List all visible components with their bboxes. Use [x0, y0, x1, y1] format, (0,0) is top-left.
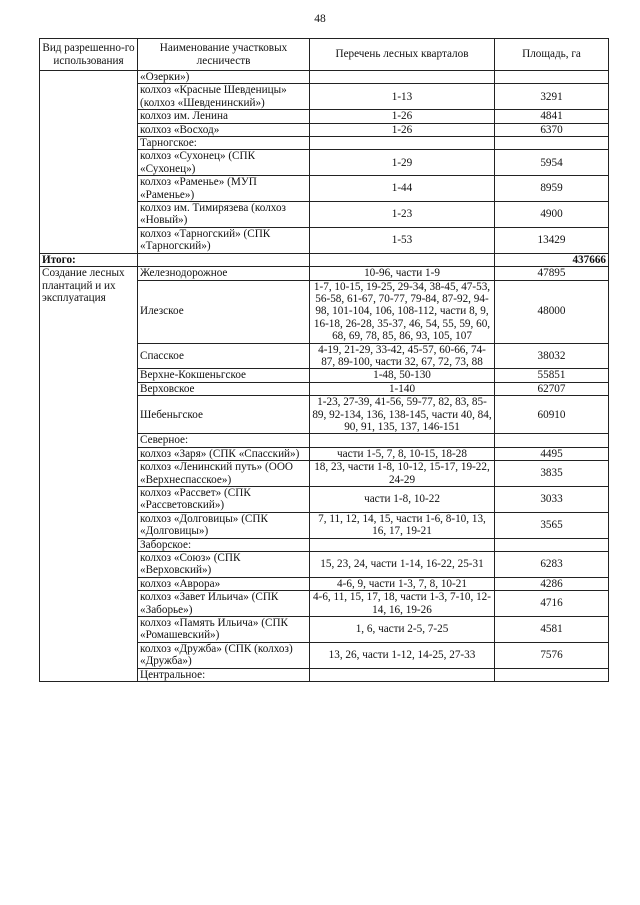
forestry-name: Шебеньгское	[138, 396, 310, 434]
forestry-name: колхоз «Заря» (СПК «Спасский»)	[138, 447, 310, 460]
area-cell: 7576	[495, 642, 609, 668]
quarters-cell: 10-96, части 1-9	[310, 267, 495, 280]
forestry-name: Верховское	[138, 382, 310, 395]
area-cell	[495, 71, 609, 84]
area-cell: 3033	[495, 487, 609, 513]
page-number: 48	[314, 13, 326, 25]
area-cell: 47895	[495, 267, 609, 280]
forestry-name: колхоз «Память Ильича» (СПК «Ромашевский»)	[138, 617, 310, 643]
forestry-name: Тарногское:	[138, 137, 310, 150]
forestry-name: колхоз «Аврора»	[138, 577, 310, 590]
header-quarters: Перечень лесных кварталов	[310, 39, 495, 71]
quarters-cell: 1-26	[310, 110, 495, 123]
table-row	[40, 267, 609, 280]
forestry-name: колхоз «Сухонец» (СПК «Сухонец»)	[138, 150, 310, 176]
quarters-cell: 1-48, 50-130	[310, 369, 495, 382]
quarters-cell: 1-13	[310, 84, 495, 110]
area-cell: 4495	[495, 447, 609, 460]
quarters-cell	[310, 71, 495, 84]
area-cell: 5954	[495, 150, 609, 176]
area-cell: 13429	[495, 227, 609, 253]
header-forestry: Наименование участковых лесничеств	[138, 39, 310, 71]
quarters-cell: 1-140	[310, 382, 495, 395]
forestry-name: Центральное:	[138, 668, 310, 681]
forestry-name: колхоз «Восход»	[138, 123, 310, 136]
area-cell: 4841	[495, 110, 609, 123]
quarters-cell	[310, 137, 495, 150]
area-cell: 48000	[495, 280, 609, 343]
area-cell: 55851	[495, 369, 609, 382]
forest-table	[39, 38, 609, 682]
area-cell: 6283	[495, 552, 609, 578]
forestry-name: «Озерки»)	[138, 71, 310, 84]
quarters-cell: 4-6, 9, части 1-3, 7, 8, 10-21	[310, 577, 495, 590]
quarters-cell: 1-26	[310, 123, 495, 136]
quarters-cell: 18, 23, части 1-8, 10-12, 15-17, 19-22, 24-29	[310, 461, 495, 487]
use-cell-continued	[40, 71, 138, 254]
quarters-cell: 1-29	[310, 150, 495, 176]
forestry-name: колхоз им. Ленина	[138, 110, 310, 123]
forestry-name: Северное:	[138, 434, 310, 447]
area-cell: 8959	[495, 176, 609, 202]
area-cell	[495, 668, 609, 681]
area-cell: 62707	[495, 382, 609, 395]
header-area: Площадь, га	[495, 39, 609, 71]
total-area: 437666	[495, 253, 609, 266]
quarters-cell: 13, 26, части 1-12, 14-25, 27-33	[310, 642, 495, 668]
area-cell: 4581	[495, 617, 609, 643]
area-cell	[495, 137, 609, 150]
quarters-cell: 1-44	[310, 176, 495, 202]
area-cell: 60910	[495, 396, 609, 434]
quarters-cell: 4-6, 11, 15, 17, 18, части 1-3, 7-10, 12-14, 16, 19-26	[310, 591, 495, 617]
area-cell: 38032	[495, 343, 609, 369]
forestry-name: колхоз «Завет Ильича» (СПК «Заборье»)	[138, 591, 310, 617]
forestry-name: колхоз «Долговицы» (СПК «Долговицы»)	[138, 512, 310, 538]
quarters-cell: 1, 6, части 2-5, 7-25	[310, 617, 495, 643]
forestry-name: колхоз «Рассвет» (СПК «Рассветовский»)	[138, 487, 310, 513]
quarters-cell: 15, 23, 24, части 1-14, 16-22, 25-31	[310, 552, 495, 578]
quarters-cell: 1-23	[310, 202, 495, 228]
total-empty	[138, 253, 310, 266]
quarters-cell: 1-53	[310, 227, 495, 253]
quarters-cell	[310, 434, 495, 447]
total-label: Итого:	[40, 253, 138, 266]
area-cell	[495, 538, 609, 551]
table-row	[40, 71, 609, 84]
header-use: Вид разрешенно-го использования	[40, 39, 138, 71]
forestry-name: колхоз «Союз» (СПК «Верховский»)	[138, 552, 310, 578]
forestry-name: Илезское	[138, 280, 310, 343]
quarters-cell: части 1-8, 10-22	[310, 487, 495, 513]
use-cell: Создание лесных плантаций и их эксплуатация	[40, 267, 138, 682]
area-cell: 3565	[495, 512, 609, 538]
quarters-cell	[310, 668, 495, 681]
total-row	[40, 253, 609, 266]
forestry-name: колхоз «Ленинский путь» (ООО «Верхнеспасское»)	[138, 461, 310, 487]
quarters-cell: 1-23, 27-39, 41-56, 59-77, 82, 83, 85-89, 92-134, 136, 138-145, части 40, 84, 90, 91, 135, 137, 146-151	[310, 396, 495, 434]
forestry-name: колхоз им. Тимирязева (колхоз «Новый»)	[138, 202, 310, 228]
forestry-name: Железнодорожное	[138, 267, 310, 280]
area-cell: 4716	[495, 591, 609, 617]
forestry-name: Заборское:	[138, 538, 310, 551]
area-cell: 3291	[495, 84, 609, 110]
forestry-name: Верхне-Кокшеньгское	[138, 369, 310, 382]
quarters-cell	[310, 538, 495, 551]
quarters-cell: 7, 11, 12, 14, 15, части 1-6, 8-10, 13, 16, 17, 19-21	[310, 512, 495, 538]
area-cell: 3835	[495, 461, 609, 487]
area-cell: 6370	[495, 123, 609, 136]
area-cell: 4900	[495, 202, 609, 228]
forestry-name: колхоз «Красные Шевденицы» (колхоз «Шевденинский»)	[138, 84, 310, 110]
forestry-name: колхоз «Раменье» (МУП «Раменье»)	[138, 176, 310, 202]
quarters-cell: части 1-5, 7, 8, 10-15, 18-28	[310, 447, 495, 460]
forestry-name: колхоз «Дружба» (СПК (колхоз) «Дружба»)	[138, 642, 310, 668]
area-cell	[495, 434, 609, 447]
area-cell: 4286	[495, 577, 609, 590]
table-header-row	[40, 39, 609, 71]
forestry-name: Спасское	[138, 343, 310, 369]
quarters-cell: 4-19, 21-29, 33-42, 45-57, 60-66, 74-87, 89-100, части 32, 67, 72, 73, 88	[310, 343, 495, 369]
total-empty	[310, 253, 495, 266]
quarters-cell: 1-7, 10-15, 19-25, 29-34, 38-45, 47-53, 56-58, 61-67, 70-77, 79-84, 87-92, 94-98, 101-104, 106, 108-112, части 8, 9, 16-18, 26-28, 35-37, 46, 54, 55, 59, 60, 68, 69, 78, 85, 86, 93, 105, 107	[310, 280, 495, 343]
forestry-name: колхоз «Тарногский» (СПК «Тарногский»)	[138, 227, 310, 253]
